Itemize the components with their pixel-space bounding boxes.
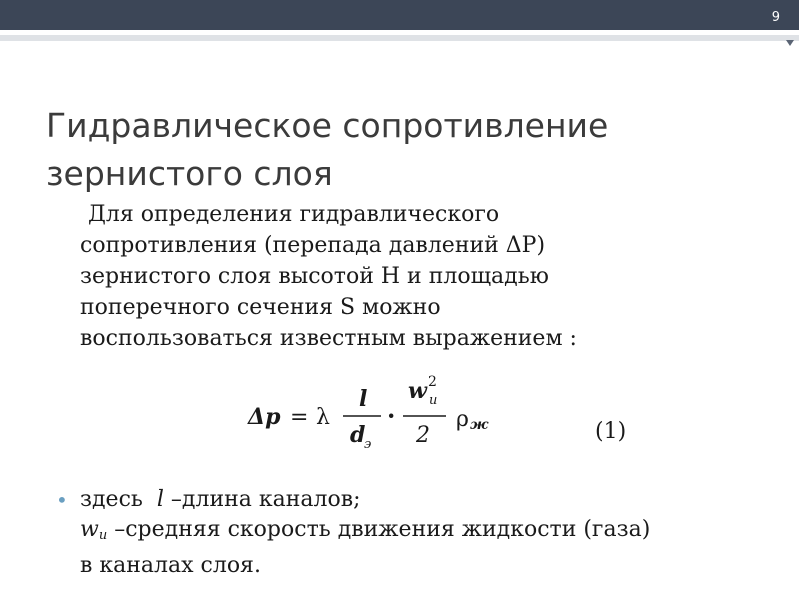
- formula-lambda: λ: [316, 405, 330, 430]
- intro-line-5: воспользоваться известным выражением :: [80, 326, 577, 351]
- pressure-drop-formula: [246, 374, 511, 452]
- formula-lhs: Δp: [248, 404, 281, 430]
- intro-line-4: поперечного сечения S можно: [80, 295, 441, 320]
- slide-title: [46, 102, 746, 198]
- note-var-w-sub: и: [98, 528, 108, 543]
- accent-line: [0, 35, 799, 41]
- corner-arrow-icon: [786, 40, 794, 46]
- top-bar: [0, 0, 799, 30]
- note-w-desc: –средняя скорость движения жидкости (газа): [114, 517, 651, 542]
- formula-den-sub: э: [364, 437, 372, 452]
- note-l-desc: –длина каналов;: [170, 487, 361, 512]
- note-prefix: здесь: [80, 487, 143, 512]
- note-var-w: w: [80, 517, 99, 542]
- equation-number: (1): [595, 419, 627, 444]
- intro-line-2: сопротивления (перепада давлений ΔP): [80, 233, 546, 258]
- formula-equals: =: [290, 405, 309, 430]
- formula-num-l: l: [359, 386, 368, 412]
- formula-dot: ·: [387, 401, 396, 430]
- notes-bullet: [56, 485, 776, 581]
- note-var-l: l: [156, 487, 164, 512]
- note-line-3: в каналах слоя.: [80, 553, 261, 578]
- formula-den-2: 2: [416, 423, 430, 448]
- formula-num-w-sub: и: [429, 393, 438, 408]
- formula-rho-sub: ж: [470, 417, 489, 433]
- intro-line-1: Для определения гидравлического: [88, 202, 500, 227]
- intro-paragraph: [80, 199, 760, 354]
- title-line-1: Гидравлическое сопротивление: [46, 106, 609, 145]
- bullet-dot-icon: •: [56, 488, 68, 512]
- note-line-1: [56, 485, 776, 515]
- formula-rho: ρ: [456, 407, 469, 432]
- title-line-2: зернистого слоя: [46, 154, 333, 193]
- formula-den-d: d: [350, 422, 366, 448]
- note-line-2: [56, 515, 776, 551]
- formula-num-w: w: [408, 378, 427, 404]
- intro-line-3: зернистого слоя высотой H и площадью: [80, 264, 549, 289]
- slide-number: 9: [771, 10, 780, 25]
- formula-num-w-sup: 2: [428, 374, 437, 390]
